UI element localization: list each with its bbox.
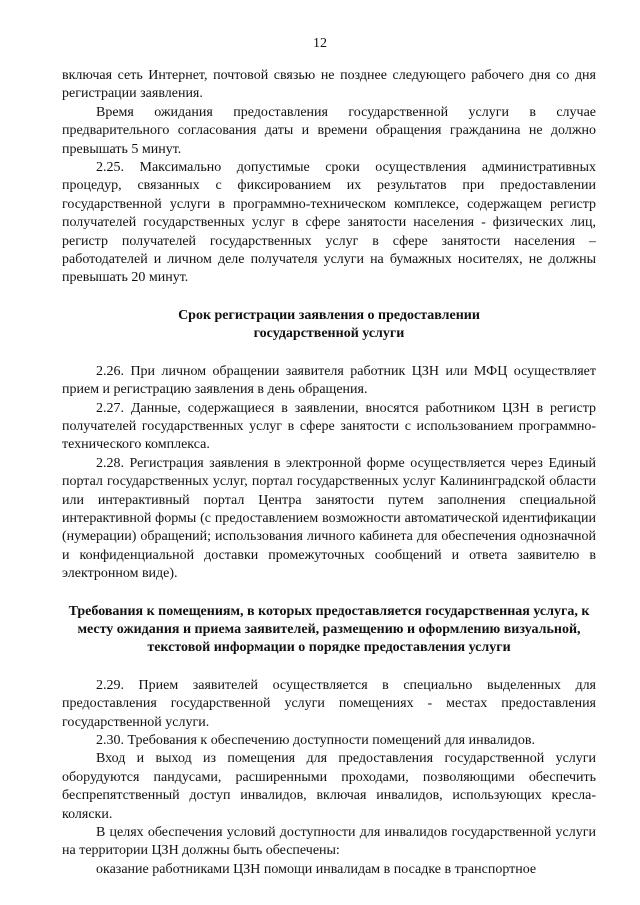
page-number: 12 [313,36,327,51]
paragraph-entrance-exit: Вход и выход из помещения для предоставления государственной услуги оборудуются пандусами, расширенными проходами, позволяющими обеспечить беспрепятственный доступ инвалидов, включая инвалидов, использующих кресла-коляски. [62,751,596,822]
paragraph-waiting-time: Время ожидания предоставления государственной услуги в случае предварительного согласования даты и времени обращения гражданина не должно превышать 5 минут. [62,104,596,157]
section-gap [62,658,596,677]
section-heading-registration: Срок регистрации заявления о предоставлении государственной услуги [178,307,480,342]
section-heading-premises: Требования к помещениям, в которых предоставляется государственная услуга, к месту ожидания и приема заявителей, размещению и оформлению визуальной, текстовой информации о порядке предоставления услуги [68,603,590,656]
section-gap [62,344,596,363]
section-gap [62,584,596,603]
paragraph-2-25: 2.25. Максимально допустимые сроки осуществления административных процедур, связанных с фиксированием их результатов при предоставлении государственной услуги в программно-техническом комплексе, содержащем регистр получателей государственных услуг в сфере занятости населения - физических лиц, регистр получателей государственных услуг в сфере занятости населения – работодателей и личном деле получателя услуги на бумажных носителях, не должны превышать 20 минут. [62,160,596,286]
paragraph-2-27: 2.27. Данные, содержащиеся в заявлении, вносятся работником ЦЗН в регистр получателей государственных услуг в сфере занятости с использованием программно-технического комплекса. [62,400,596,453]
paragraph-continuation: включая сеть Интернет, почтовой связью не позднее следующего рабочего дня со дня регистрации заявления. [62,68,596,102]
paragraph-accessibility-conditions: В целях обеспечения условий доступности для инвалидов государственной услуги на территории ЦЗН должны быть обеспечены: [62,825,596,859]
paragraph-2-30: 2.30. Требования к обеспечению доступности помещений для инвалидов. [96,733,536,748]
paragraph-2-29: 2.29. Прием заявителей осуществляется в специально выделенных для предоставления государственной услуги помещениях - местах предоставления государственной услуги. [62,677,596,730]
document-body [62,67,596,879]
section-gap [62,288,596,307]
paragraph-staff-assistance: оказание работниками ЦЗН помощи инвалидам в посадке в транспортное [96,861,537,877]
paragraph-2-28: 2.28. Регистрация заявления в электронной форме осуществляется через Единый портал государственных услуг, портал государственных услуг Калининградской области или интерактивный портал Центра занятости путем заполнения специальной интерактивной формы (с предоставлением возможности автоматической идентификации (нумерации) обращений; использования личного кабинета для обеспечения однозначной и конфиденциальной доставки промежуточных сообщений и ответа заявителю в электронном виде). [62,455,596,582]
paragraph-2-26: 2.26. При личном обращении заявителя работник ЦЗН или МФЦ осуществляет прием и регистрацию заявления в день обращения. [62,363,596,398]
